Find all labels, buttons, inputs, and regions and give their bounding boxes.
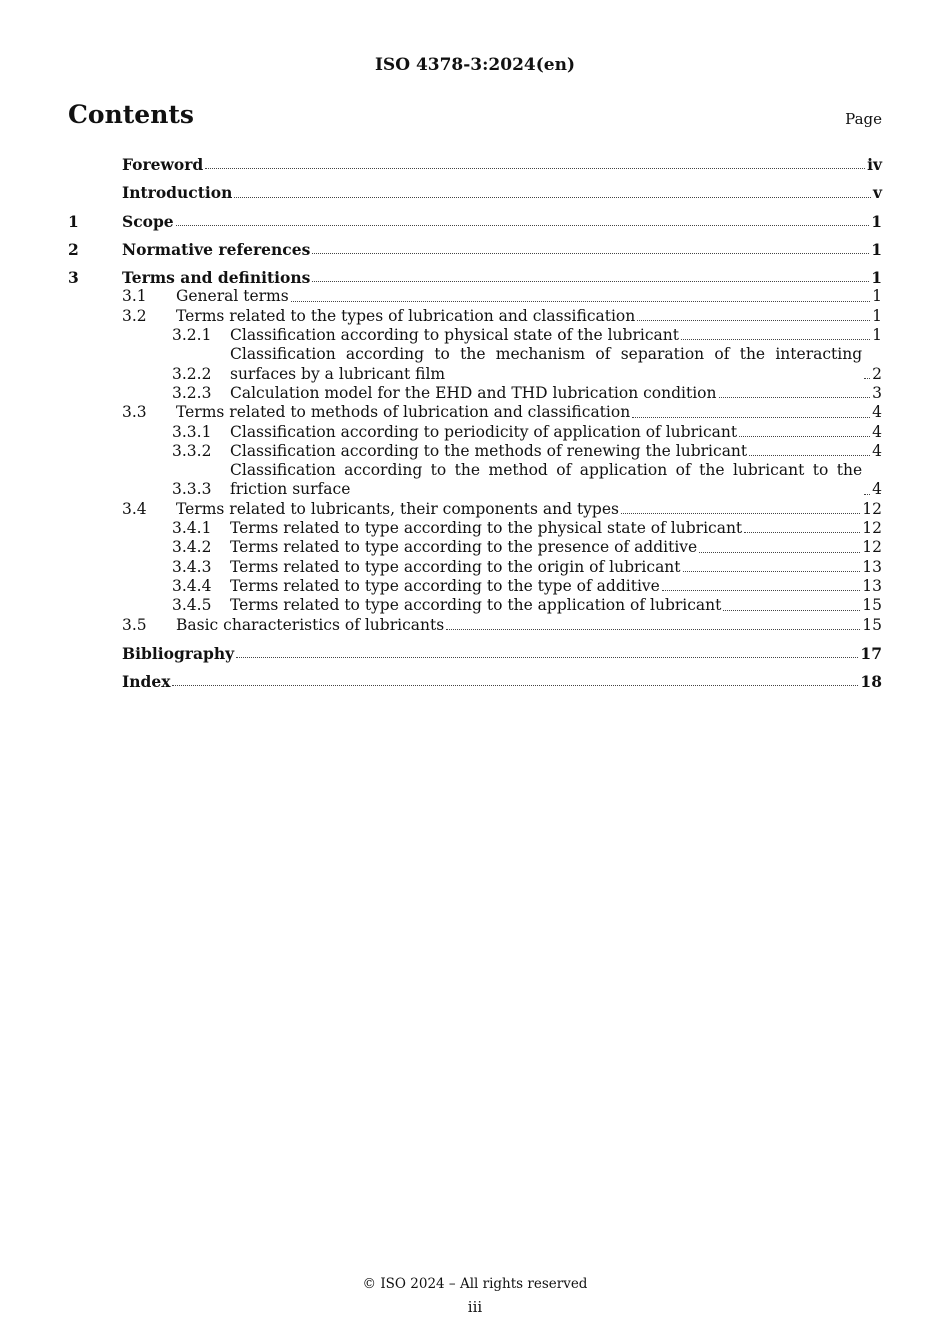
dot-leader	[291, 301, 870, 302]
dot-leader	[621, 513, 860, 514]
toc-entry[interactable]	[68, 596, 882, 615]
toc-entry-title: Calculation model for the EHD and THD lubrication condition	[230, 383, 717, 402]
toc-entry-title: Terms related to type according to the application of lubricant	[230, 596, 722, 615]
toc-entry-number: 3.4.1	[172, 519, 212, 538]
toc-entry-title: Classification according to the methods of renewing the lubricant	[230, 441, 748, 460]
dot-leader	[749, 455, 870, 456]
dot-leader	[205, 168, 865, 169]
toc-entry-page: 15	[862, 615, 882, 634]
toc-entry-page: 12	[862, 538, 882, 557]
toc-entry-number: 3.3	[122, 403, 147, 422]
toc-entry-title: General terms	[176, 287, 289, 306]
toc-entry-page: 1	[872, 287, 882, 306]
toc-entry[interactable]	[68, 538, 882, 557]
toc-entry-title: Index	[122, 672, 171, 692]
toc-entry-title: Normative references	[122, 239, 311, 259]
toc-entry-page: 1	[871, 211, 882, 231]
toc-entry-page: 4	[872, 403, 882, 422]
toc-entry-number: 3.4	[122, 499, 147, 518]
dot-leader	[446, 629, 860, 630]
toc-entry-number: 3.2	[122, 306, 147, 325]
toc-entry-number: 3.3.1	[172, 422, 212, 441]
toc-entry-number: 3.3.2	[172, 441, 212, 460]
dot-leader	[632, 417, 870, 418]
toc-entry-page: 4	[872, 422, 882, 441]
dot-leader	[864, 494, 870, 495]
toc-entry-page: 4	[872, 441, 882, 460]
dot-leader	[719, 397, 871, 398]
toc-entry-number: 3.1	[122, 287, 147, 306]
toc-entry[interactable]	[68, 672, 882, 691]
toc-entry-title: Introduction	[122, 183, 233, 203]
toc-entry[interactable]	[68, 268, 882, 287]
toc-entry-page: 13	[862, 557, 882, 576]
toc-entry-page: 1	[871, 268, 882, 288]
dot-leader	[172, 685, 858, 686]
toc-entry-title: Terms related to lubricants, their components and types	[176, 499, 619, 518]
dot-leader	[236, 657, 858, 658]
toc-entry-title: Terms related to type according to the presence of additive	[230, 538, 698, 557]
toc-entry[interactable]	[68, 500, 882, 519]
dot-leader	[312, 253, 869, 254]
page-column-label: Page	[845, 110, 882, 128]
toc-entry[interactable]	[68, 616, 882, 635]
toc-entry-title: Terms related to the types of lubrication and classification	[176, 306, 636, 325]
toc-entry-title: Terms related to type according to the type of additive	[230, 576, 660, 595]
toc-entry[interactable]	[68, 345, 882, 384]
toc-entry[interactable]	[68, 212, 882, 231]
toc-entry-title: Bibliography	[122, 643, 235, 663]
dot-leader	[699, 552, 860, 553]
dot-leader	[864, 378, 870, 379]
toc-entry-number: 3.3.3	[172, 480, 212, 499]
toc-entry-title: Classification according to physical state of the lubricant	[230, 326, 679, 345]
toc-entry-page: v	[872, 183, 882, 203]
toc-entry[interactable]	[68, 461, 882, 500]
toc-entry-page: 1	[872, 326, 882, 345]
toc-entry-title: Terms related to type according to the origin of lubricant	[230, 557, 681, 576]
toc-entry-page: 13	[862, 576, 882, 595]
dot-leader	[176, 225, 870, 226]
toc-entry-title: Foreword	[122, 155, 204, 174]
toc-entry-number: 2	[68, 239, 79, 259]
toc-entry[interactable]	[68, 307, 882, 326]
toc-entry[interactable]	[68, 558, 882, 577]
toc-entry-number: 3.4.2	[172, 538, 212, 557]
toc-entry[interactable]	[68, 155, 882, 174]
toc-entry-title: Classification according to periodicity of application of lubricant	[230, 422, 738, 441]
dot-leader	[637, 320, 870, 321]
toc-entry[interactable]	[68, 577, 882, 596]
toc-entry[interactable]	[68, 287, 882, 306]
toc-entry-number: 3.4.5	[172, 596, 212, 615]
toc-entry-number: 3	[68, 268, 79, 288]
toc-entry[interactable]	[68, 240, 882, 259]
toc-entry-title: Scope	[122, 211, 174, 231]
toc-entry-page: 1	[872, 306, 882, 325]
table-of-contents	[68, 155, 882, 691]
dot-leader	[312, 281, 869, 282]
toc-entry-title: Terms related to type according to the physical state of lubricant	[230, 519, 743, 538]
toc-entry-page: 12	[862, 519, 882, 538]
toc-entry-page: 17	[860, 643, 882, 663]
toc-entry-number: 3.2.2	[172, 364, 212, 383]
toc-entry-title: Basic characteristics of lubricants	[176, 615, 445, 634]
toc-entry-number: 3.4.4	[172, 576, 212, 595]
toc-entry-page: 1	[871, 239, 882, 259]
toc-entry-title: Terms related to methods of lubrication and classification	[176, 403, 631, 422]
page-number: iii	[467, 1298, 483, 1316]
toc-entry-page: 2	[872, 364, 882, 383]
toc-entry[interactable]	[68, 384, 882, 403]
dot-leader	[723, 610, 860, 611]
toc-entry-number: 1	[68, 211, 79, 231]
toc-entry-page: 4	[872, 480, 882, 499]
toc-entry-number: 3.2.3	[172, 383, 212, 402]
toc-entry-title: Classification according to the mechanism of separation of the interacting surfaces by a lubricant film	[230, 345, 863, 383]
toc-entry-page: iv	[867, 155, 882, 174]
toc-entry[interactable]	[68, 403, 882, 422]
contents-heading: Contents	[68, 100, 195, 129]
toc-entry[interactable]	[68, 423, 882, 442]
toc-entry-number: 3.5	[122, 615, 147, 634]
toc-entry[interactable]	[68, 183, 882, 202]
toc-entry-page: 3	[872, 383, 882, 402]
toc-entry-page: 15	[862, 596, 882, 615]
dot-leader	[662, 590, 860, 591]
toc-entry-page: 12	[862, 499, 882, 518]
toc-entry-page: 18	[860, 672, 882, 692]
toc-entry[interactable]	[68, 442, 882, 461]
dot-leader	[739, 436, 870, 437]
dot-leader	[683, 571, 861, 572]
toc-entry-title: Terms and definitions	[122, 268, 311, 288]
dot-leader	[234, 197, 871, 198]
toc-entry-title: Classification according to the method of application of the lubricant to the friction surface	[230, 461, 863, 499]
toc-entry[interactable]	[68, 519, 882, 538]
copyright-footer: © ISO 2024 – All rights reserved	[362, 1276, 588, 1292]
dot-leader	[681, 339, 870, 340]
toc-entry[interactable]	[68, 644, 882, 663]
document-identifier: ISO 4378-3:2024(en)	[374, 55, 575, 75]
toc-entry-number: 3.2.1	[172, 326, 212, 345]
toc-entry[interactable]	[68, 326, 882, 345]
dot-leader	[744, 532, 860, 533]
toc-entry-number: 3.4.3	[172, 557, 212, 576]
